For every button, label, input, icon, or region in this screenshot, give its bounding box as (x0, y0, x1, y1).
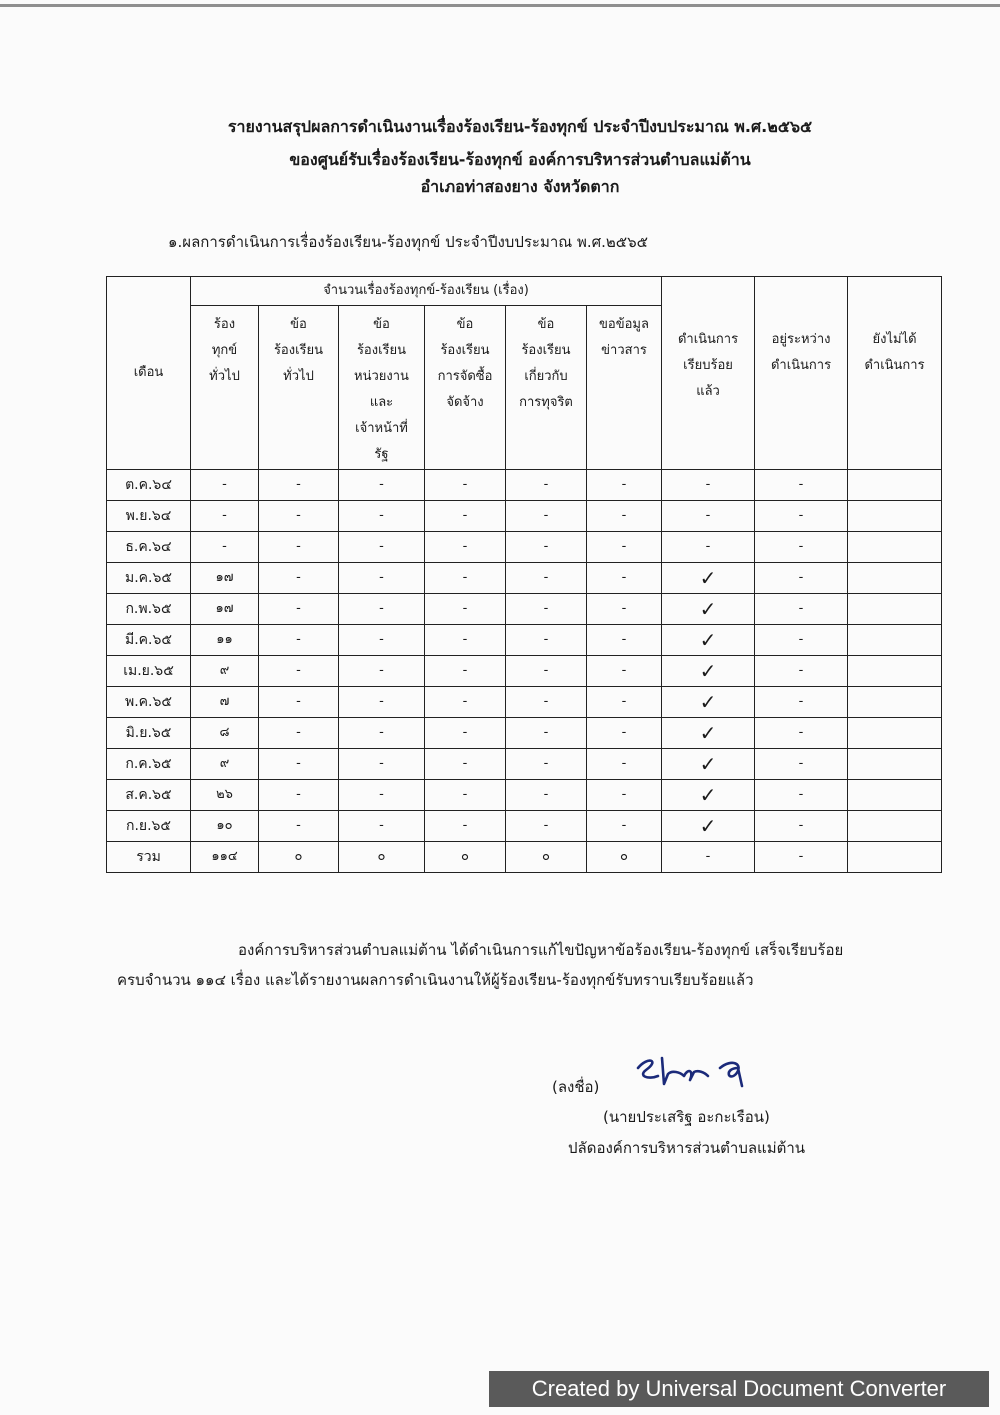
report-subtitle: ของศูนย์รับเรื่องร้องเรียน-ร้องทุกข์ องค์การบริหารส่วนตำบลแม่ต้าน (289, 150, 751, 169)
in-progress-cell: - (755, 749, 848, 780)
pending-cell (848, 625, 942, 656)
general-complaint-cell: - (259, 563, 339, 594)
month-cell: ก.พ.๖๕ (107, 594, 191, 625)
info-request-cell: - (587, 687, 662, 718)
table-row (107, 532, 942, 563)
table-row (107, 811, 942, 842)
grievance-cell: ๑๑ (191, 625, 259, 656)
agency-complaint-cell: - (339, 811, 425, 842)
corruption-cell: - (506, 780, 587, 811)
agency-complaint-cell: ๐ (339, 842, 425, 873)
procurement-cell: - (425, 780, 506, 811)
agency-complaint-cell: - (339, 594, 425, 625)
info-request-cell: - (587, 594, 662, 625)
done-cell: ✓ (662, 780, 755, 811)
done-cell: - (662, 532, 755, 563)
corruption-cell: - (506, 532, 587, 563)
summary-paragraph-line1: องค์การบริหารส่วนตำบลแม่ต้าน ได้ดำเนินการแก้ไขปัญหาข้อร้องเรียน-ร้องทุกข์ เสร็จเรียบร้อย (238, 941, 844, 959)
done-cell: ✓ (662, 749, 755, 780)
pending-cell (848, 563, 942, 594)
in-progress-cell: - (755, 656, 848, 687)
corruption-cell: - (506, 501, 587, 532)
total-row (107, 842, 942, 873)
grievance-cell: ๑๑๔ (191, 842, 259, 873)
done-cell: ✓ (662, 594, 755, 625)
table-row (107, 470, 942, 501)
general-complaint-cell: - (259, 749, 339, 780)
month-cell: พ.ค.๖๕ (107, 687, 191, 718)
report-title: รายงานสรุปผลการดำเนินงานเรื่องร้องเรียน-ร้องทุกข์ ประจำปีงบประมาณ พ.ศ.๒๕๖๕ (227, 117, 813, 136)
info-request-cell: - (587, 656, 662, 687)
col-header-general-grievance: ร้อง ทุกข์ ทั่วไป (191, 306, 259, 470)
in-progress-cell: - (755, 842, 848, 873)
month-cell: ก.ค.๖๕ (107, 749, 191, 780)
pending-cell (848, 842, 942, 873)
procurement-cell: - (425, 470, 506, 501)
procurement-cell: - (425, 532, 506, 563)
general-complaint-cell: - (259, 718, 339, 749)
pending-cell (848, 780, 942, 811)
procurement-cell: - (425, 501, 506, 532)
in-progress-cell: - (755, 811, 848, 842)
agency-complaint-cell: - (339, 501, 425, 532)
col-header-corruption-complaint: ข้อ ร้องเรียน เกี่ยวกับ การทุจริต (506, 306, 587, 470)
grievance-cell: ๑๐ (191, 811, 259, 842)
info-request-cell: - (587, 532, 662, 563)
info-request-cell: - (587, 718, 662, 749)
pending-cell (848, 656, 942, 687)
in-progress-cell: - (755, 687, 848, 718)
general-complaint-cell: - (259, 470, 339, 501)
pending-cell (848, 501, 942, 532)
procurement-cell: - (425, 749, 506, 780)
corruption-cell: - (506, 687, 587, 718)
info-request-cell: - (587, 563, 662, 594)
report-location: อำเภอท่าสองยาง จังหวัดตาก (420, 177, 620, 196)
col-header-agency-complaint: ข้อ ร้องเรียน หน่วยงาน และ เจ้าหน้าที่ รัฐ (339, 306, 425, 470)
pending-cell (848, 811, 942, 842)
grievance-cell: ๙ (191, 656, 259, 687)
general-complaint-cell: - (259, 594, 339, 625)
done-cell: ✓ (662, 718, 755, 749)
corruption-cell: ๐ (506, 842, 587, 873)
corruption-cell: - (506, 470, 587, 501)
done-cell: ✓ (662, 687, 755, 718)
month-cell: ธ.ค.๖๔ (107, 532, 191, 563)
done-cell: - (662, 842, 755, 873)
agency-complaint-cell: - (339, 625, 425, 656)
table-row (107, 687, 942, 718)
month-cell: เม.ย.๖๕ (107, 656, 191, 687)
pending-cell (848, 749, 942, 780)
section-title: ๑.ผลการดำเนินการเรื่องร้องเรียน-ร้องทุกข์ ประจำปีงบประมาณ พ.ศ.๒๕๖๕ (168, 233, 649, 251)
table-row (107, 718, 942, 749)
info-request-cell: - (587, 470, 662, 501)
col-header-procurement-complaint: ข้อ ร้องเรียน การจัดซื้อ จัดจ้าง (425, 306, 506, 470)
general-complaint-cell: - (259, 811, 339, 842)
pending-cell (848, 718, 942, 749)
procurement-cell: - (425, 594, 506, 625)
done-cell: ✓ (662, 625, 755, 656)
status-header-done: ดำเนินการ เรียบร้อย แล้ว (662, 277, 755, 470)
pending-cell (848, 470, 942, 501)
done-cell: ✓ (662, 656, 755, 687)
status-header-in-progress: อยู่ระหว่าง ดำเนินการ (755, 277, 848, 470)
done-cell: ✓ (662, 563, 755, 594)
grievance-cell: ๗ (191, 687, 259, 718)
top-border-line (0, 4, 1000, 7)
table-row (107, 594, 942, 625)
col-header-general-complaint: ข้อ ร้องเรียน ทั่วไป (259, 306, 339, 470)
corruption-cell: - (506, 594, 587, 625)
col-header-info-request: ขอข้อมูล ข่าวสาร (587, 306, 662, 470)
info-request-cell: - (587, 501, 662, 532)
grievance-cell: ๘ (191, 718, 259, 749)
watermark-banner: Created by Universal Document Converter (489, 1371, 989, 1407)
month-cell: ต.ค.๖๔ (107, 470, 191, 501)
month-cell: รวม (107, 842, 191, 873)
info-request-cell: - (587, 780, 662, 811)
grievance-cell: - (191, 532, 259, 563)
corruption-cell: - (506, 749, 587, 780)
month-cell: ส.ค.๖๕ (107, 780, 191, 811)
done-cell: ✓ (662, 811, 755, 842)
info-request-cell: ๐ (587, 842, 662, 873)
table-row (107, 625, 942, 656)
agency-complaint-cell: - (339, 470, 425, 501)
grievance-cell: ๑๗ (191, 594, 259, 625)
info-request-cell: - (587, 749, 662, 780)
signature-label: (ลงชื่อ) (552, 1078, 600, 1096)
complaint-summary-table (106, 276, 942, 873)
agency-complaint-cell: - (339, 780, 425, 811)
month-cell: พ.ย.๖๔ (107, 501, 191, 532)
corruption-cell: - (506, 656, 587, 687)
agency-complaint-cell: - (339, 563, 425, 594)
month-cell: มี.ค.๖๕ (107, 625, 191, 656)
agency-complaint-cell: - (339, 718, 425, 749)
complaint-count-header: จำนวนเรื่องร้องทุกข์-ร้องเรียน (เรื่อง) (191, 277, 662, 306)
general-complaint-cell: - (259, 687, 339, 718)
procurement-cell: - (425, 718, 506, 749)
agency-complaint-cell: - (339, 687, 425, 718)
in-progress-cell: - (755, 501, 848, 532)
status-header-pending: ยังไม่ได้ ดำเนินการ (848, 277, 942, 470)
signer-name: (นายประเสริฐ อะกะเรือน) (603, 1108, 770, 1126)
pending-cell (848, 532, 942, 563)
general-complaint-cell: - (259, 501, 339, 532)
corruption-cell: - (506, 718, 587, 749)
table-row (107, 563, 942, 594)
table-row (107, 656, 942, 687)
general-complaint-cell: - (259, 656, 339, 687)
in-progress-cell: - (755, 532, 848, 563)
in-progress-cell: - (755, 594, 848, 625)
grievance-cell: - (191, 501, 259, 532)
procurement-cell: ๐ (425, 842, 506, 873)
procurement-cell: - (425, 563, 506, 594)
table-row (107, 501, 942, 532)
procurement-cell: - (425, 625, 506, 656)
corruption-cell: - (506, 811, 587, 842)
pending-cell (848, 687, 942, 718)
table-row (107, 749, 942, 780)
grievance-cell: ๒๖ (191, 780, 259, 811)
in-progress-cell: - (755, 563, 848, 594)
handwritten-signature (628, 1046, 758, 1096)
agency-complaint-cell: - (339, 749, 425, 780)
table-body (107, 470, 942, 873)
done-cell: - (662, 501, 755, 532)
agency-complaint-cell: - (339, 656, 425, 687)
info-request-cell: - (587, 625, 662, 656)
info-request-cell: - (587, 811, 662, 842)
grievance-cell: ๑๗ (191, 563, 259, 594)
month-cell: มิ.ย.๖๕ (107, 718, 191, 749)
general-complaint-cell: - (259, 625, 339, 656)
general-complaint-cell: - (259, 532, 339, 563)
agency-complaint-cell: - (339, 532, 425, 563)
procurement-cell: - (425, 811, 506, 842)
in-progress-cell: - (755, 470, 848, 501)
month-header: เดือน (107, 277, 191, 470)
general-complaint-cell: ๐ (259, 842, 339, 873)
in-progress-cell: - (755, 780, 848, 811)
grievance-cell: ๙ (191, 749, 259, 780)
pending-cell (848, 594, 942, 625)
summary-paragraph-line2: ครบจำนวน ๑๑๔ เรื่อง และได้รายงานผลการดำเนินงานให้ผู้ร้องเรียน-ร้องทุกข์รับทราบเรียบร้อยแล้ว (117, 971, 754, 989)
month-cell: ม.ค.๖๕ (107, 563, 191, 594)
in-progress-cell: - (755, 718, 848, 749)
grievance-cell: - (191, 470, 259, 501)
signer-position: ปลัดองค์การบริหารส่วนตำบลแม่ต้าน (568, 1139, 806, 1157)
month-cell: ก.ย.๖๕ (107, 811, 191, 842)
general-complaint-cell: - (259, 780, 339, 811)
in-progress-cell: - (755, 625, 848, 656)
done-cell: - (662, 470, 755, 501)
procurement-cell: - (425, 656, 506, 687)
corruption-cell: - (506, 625, 587, 656)
table-row (107, 780, 942, 811)
corruption-cell: - (506, 563, 587, 594)
procurement-cell: - (425, 687, 506, 718)
